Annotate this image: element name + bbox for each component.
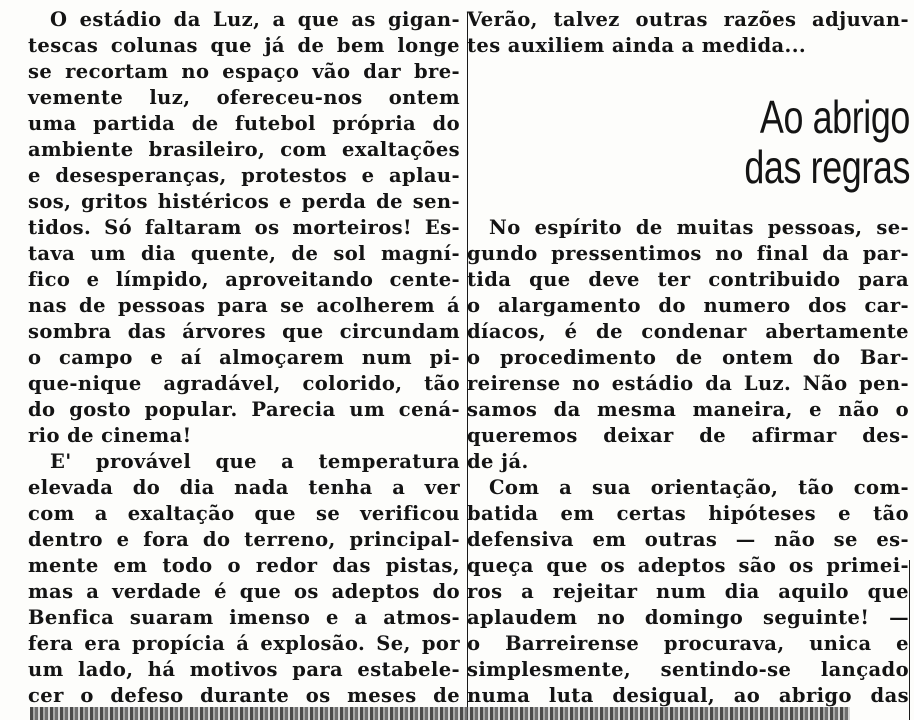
text-line: se recortam no espaço vão dar bre- xyxy=(28,60,460,83)
text-line: rio de cinema! xyxy=(28,424,192,447)
text-line: queremos deixar de afirmar des- xyxy=(467,424,909,447)
text-line: fera era propícia á explosão. Se, por xyxy=(28,632,460,655)
text-line: que-nique agradável, colorido, tão xyxy=(28,372,460,395)
text-line: tida que deve ter contribuido para xyxy=(467,268,909,291)
text-line: elevada do dia nada tenha a ver xyxy=(28,476,460,499)
headline-line: Ao abrigo xyxy=(759,91,910,143)
text-line: O estádio da Luz, a que as gigan- xyxy=(50,8,460,31)
text-line: Com a sua orientação, tão com- xyxy=(489,476,909,499)
text-line: E' provável que a temperatura xyxy=(50,450,460,473)
text-line: do gosto popular. Parecia um cená- xyxy=(28,398,460,421)
text-line: com a exaltação que se verificou xyxy=(28,502,460,525)
halftone-photo-edge xyxy=(30,707,850,720)
text-line: tava um dia quente, de sol magní- xyxy=(28,242,460,265)
text-line: vemente luz, ofereceu-nos ontem xyxy=(28,86,460,109)
text-line: Verão, talvez outras razões adjuvan- xyxy=(467,8,909,31)
text-line: tescas colunas que já de bem longe xyxy=(28,34,460,57)
text-line: mente em todo o redor das pistas, xyxy=(28,554,460,577)
text-line: fico e límpido, aproveitando cente- xyxy=(28,268,460,291)
text-line: queça que os adeptos são os primei- xyxy=(467,554,909,577)
text-line: aplaudem no domingo seguinte! — xyxy=(467,606,909,629)
headline-line: das regras xyxy=(744,141,910,193)
text-line: defensiva em outras — não se es- xyxy=(467,528,909,551)
text-line: simplesmente, sentindo-se lançado xyxy=(467,658,909,681)
text-line: o procedimento de ontem do Bar- xyxy=(467,346,909,369)
text-line: o alargamento do numero dos car- xyxy=(467,294,909,317)
text-line: o Barreirense procurava, unica e xyxy=(467,632,909,655)
text-line: díacos, é de condenar abertamente xyxy=(467,320,909,343)
text-line: o campo e aí almoçarem num pi- xyxy=(28,346,460,369)
text-line: e desesperanças, protestos e aplau- xyxy=(28,164,460,187)
text-line: samos da mesma maneira, e não o xyxy=(467,398,909,421)
text-line: gundo pressentimos no final da par- xyxy=(467,242,909,265)
section-headline xyxy=(668,92,910,192)
text-line: mas a verdade é que os adeptos do xyxy=(28,580,460,603)
text-line: dentro e fora do terreno, principal- xyxy=(28,528,460,551)
text-line: ros a rejeitar num dia aquilo que xyxy=(467,580,909,603)
text-line: uma partida de futebol própria do xyxy=(28,112,460,135)
text-line: sombra das árvores que circundam xyxy=(28,320,460,343)
text-line: Benfica suaram imenso e a atmos- xyxy=(28,606,460,629)
text-line: um lado, há motivos para estabele- xyxy=(28,658,460,681)
text-line: tes auxiliem ainda a medida... xyxy=(467,34,807,57)
text-line: ambiente brasileiro, com exaltações xyxy=(28,138,460,161)
text-line: numa luta desigual, ao abrigo das xyxy=(467,684,909,707)
text-line: cer o defeso durante os meses de xyxy=(28,684,460,707)
text-line: nas de pessoas para se acolherem á xyxy=(28,294,460,317)
text-line: sos, gritos histéricos e perda de sen- xyxy=(28,190,460,213)
text-line: batida em certas hipóteses e tão xyxy=(467,502,909,525)
text-line: de já. xyxy=(467,450,529,473)
text-line: No espírito de muitas pessoas, se- xyxy=(489,216,909,239)
text-line: reirense no estádio da Luz. Não pen- xyxy=(467,372,909,395)
right-border-rule xyxy=(909,560,910,720)
text-line: tidos. Só faltaram os morteiros! Es- xyxy=(28,216,460,239)
